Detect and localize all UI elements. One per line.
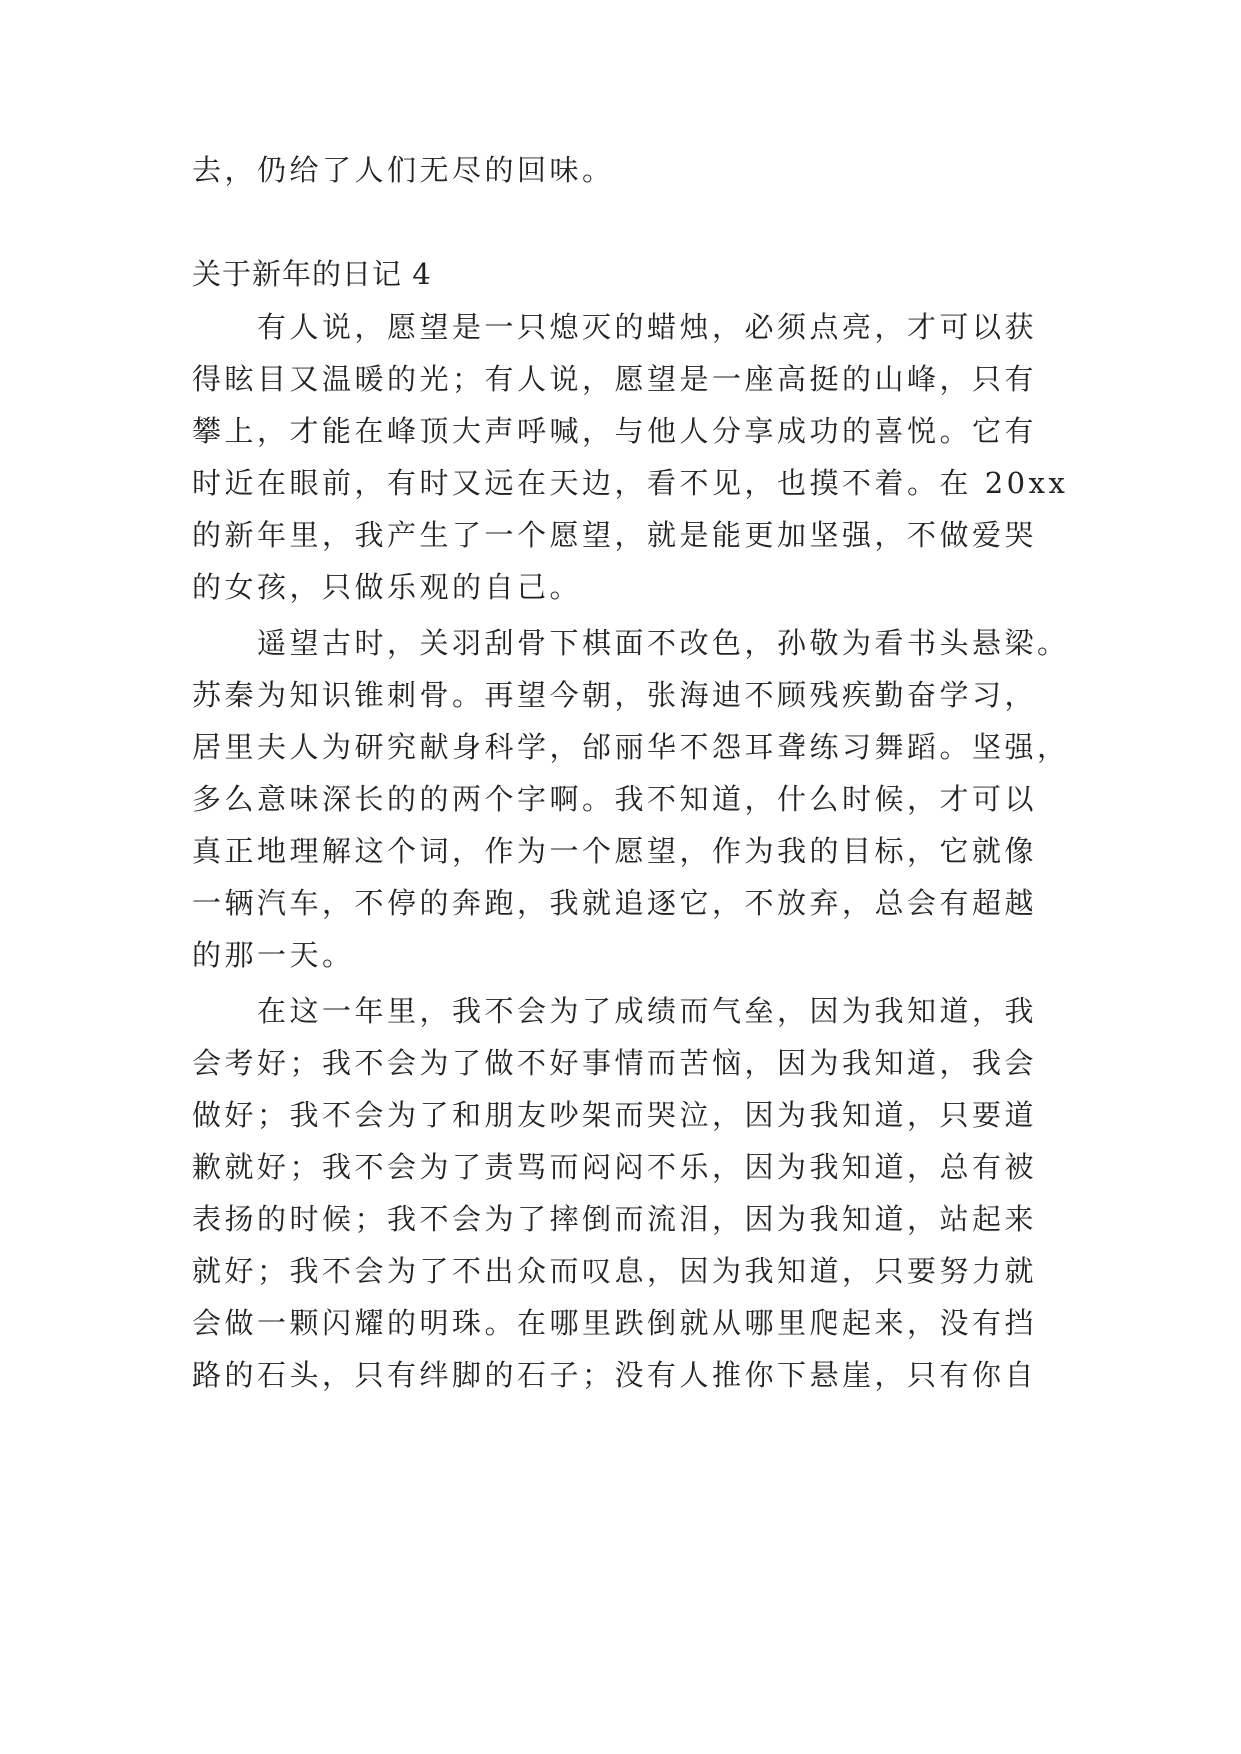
- text-line: 会考好；我不会为了做不好事情而苦恼，因为我知道，我会: [192, 1046, 1038, 1080]
- section-title: 关于新年的日记 4: [192, 257, 432, 291]
- text-line: 会做一颗闪耀的明珠。在哪里跌倒就从哪里爬起来，没有挡: [192, 1306, 1038, 1340]
- text-line: 居里夫人为研究献身科学，邰丽华不怨耳聋练习舞蹈。坚强，: [192, 730, 1070, 764]
- text-line: 遥望古时，关羽刮骨下棋面不改色，孙敬为看书头悬梁。: [192, 626, 1070, 660]
- text-line: 歉就好；我不会为了责骂而闷闷不乐，因为我知道，总有被: [192, 1150, 1038, 1184]
- text-line: 去，仍给了人们无尽的回味。: [192, 153, 615, 187]
- text-line: 真正地理解这个词，作为一个愿望，作为我的目标，它就像: [192, 834, 1038, 868]
- text-line: 做好；我不会为了和朋友吵架而哭泣，因为我知道，只要道: [192, 1098, 1038, 1132]
- text-line: 得眩目又温暖的光；有人说，愿望是一座高挺的山峰，只有: [192, 362, 1038, 396]
- text-line: 表扬的时候；我不会为了摔倒而流泪，因为我知道，站起来: [192, 1202, 1038, 1236]
- text-line: 路的石头，只有绊脚的石子；没有人推你下悬崖，只有你自: [192, 1358, 1038, 1392]
- text-line: 有人说，愿望是一只熄灭的蜡烛，必须点亮，才可以获: [192, 310, 1038, 344]
- text-line: 时近在眼前，有时又远在天边，看不见，也摸不着。在 20xx: [192, 466, 1069, 500]
- text-line: 一辆汽车，不停的奔跑，我就追逐它，不放弃，总会有超越: [192, 886, 1038, 920]
- text-line: 苏秦为知识锥刺骨。再望今朝，张海迪不顾残疾勤奋学习，: [192, 678, 1038, 712]
- text-line: 的新年里，我产生了一个愿望，就是能更加坚强，不做爱哭: [192, 518, 1038, 552]
- text-line: 就好；我不会为了不出众而叹息，因为我知道，只要努力就: [192, 1254, 1038, 1288]
- text-line: 在这一年里，我不会为了成绩而气垒，因为我知道，我: [192, 994, 1038, 1028]
- text-line: 的女孩，只做乐观的自己。: [192, 570, 583, 604]
- text-line: 的那一天。: [192, 938, 355, 972]
- text-line: 多么意味深长的的两个字啊。我不知道，什么时候，才可以: [192, 782, 1038, 816]
- text-line: 攀上，才能在峰顶大声呼喊，与他人分享成功的喜悦。它有: [192, 414, 1038, 448]
